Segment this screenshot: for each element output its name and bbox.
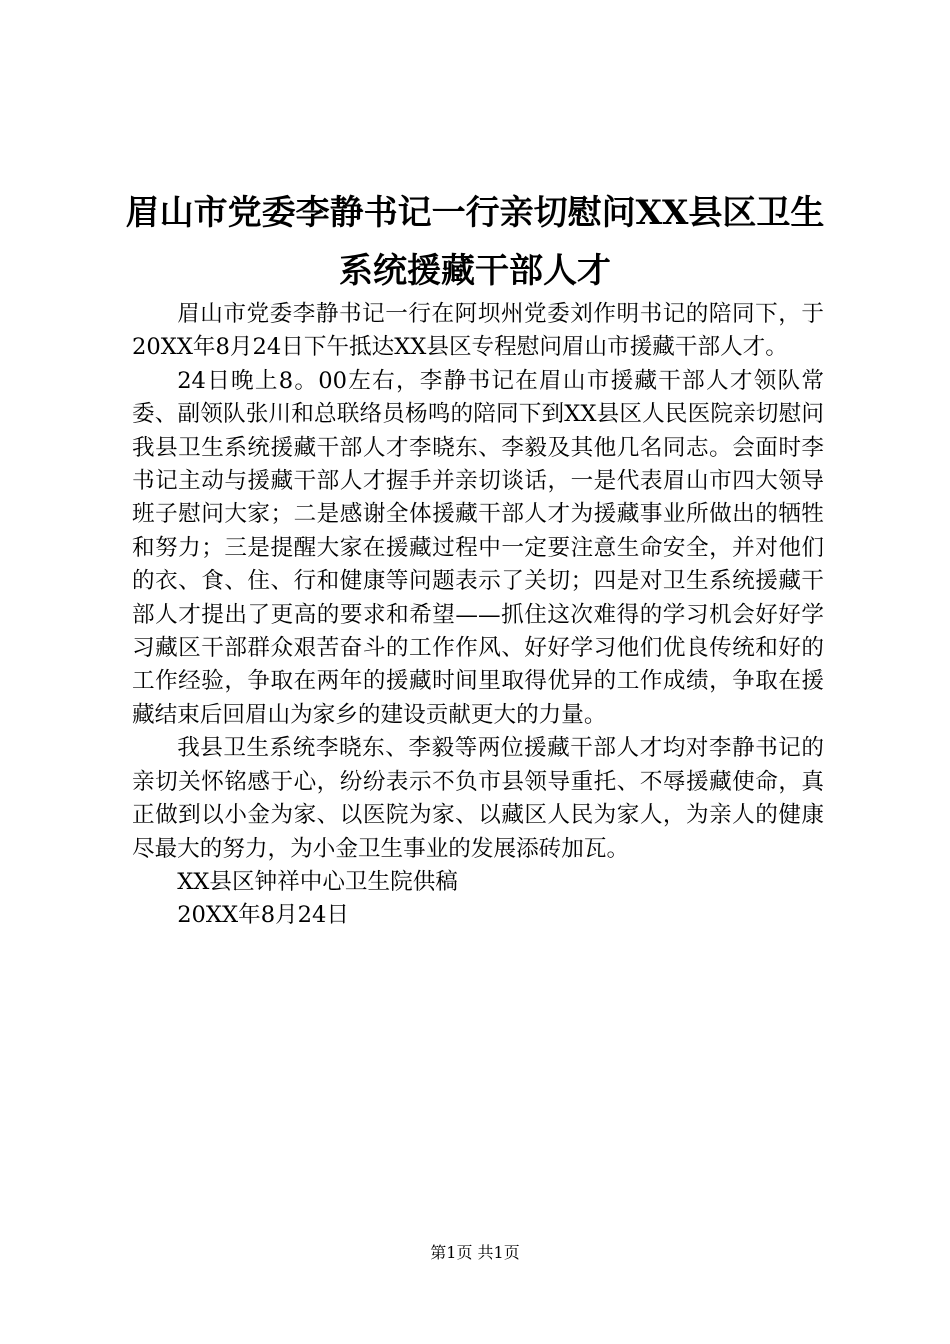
paragraph-response: 我县卫生系统李晓东、李毅等两位援藏干部人才均对李静书记的亲切关怀铭感于心，纷纷表示不负市县领导重托、不辱援藏使命，真正做到以小金为家、以医院为家、以藏区人民为家人，为亲人的健康尽最大的努力，为小金卫生事业的发展添砖加瓦。 bbox=[132, 735, 824, 862]
document-body bbox=[132, 298, 824, 933]
page-footer bbox=[0, 1242, 950, 1264]
page-total: 共1页 bbox=[477, 1243, 520, 1262]
page-number: 第1页 bbox=[430, 1243, 473, 1262]
document-title: 眉山市党委李静书记一行亲切慰问XX县区卫生系统援藏干部人才 bbox=[125, 193, 825, 291]
source-line: XX县区钟祥中心卫生院供稿 bbox=[177, 868, 458, 895]
paragraph-visit-details: 24日晚上8。00左右，李静书记在眉山市援藏干部人才领队常委、副领队张川和总联络员杨鸣的陪同下到XX县区人民医院亲切慰问我县卫生系统援藏干部人才李晓东、李毅及其他几名同志。会面时李书记主动与援藏干部人才握手并亲切谈话，一是代表眉山市四大领导班子慰问大家；二是感谢全体援藏干部人才为援藏事业所做出的牺牲和努力；三是提醒大家在援藏过程中一定要注意生命安全，并对他们的衣、食、住、行和健康等问题表示了关切；四是对卫生系统援藏干部人才提出了更高的要求和希望——抓住这次难得的学习机会好好学习藏区干部群众艰苦奋斗的工作作风、好好学习他们优良传统和好的工作经验，争取在两年的援藏时间里取得优异的工作成绩，争取在援藏结束后回眉山为家乡的建设贡献更大的力量。 bbox=[132, 367, 824, 728]
paragraph-intro: 眉山市党委李静书记一行在阿坝州党委刘作明书记的陪同下，于20XX年8月24日下午抵达XX县区专程慰问眉山市援藏干部人才。 bbox=[132, 301, 824, 361]
date-line: 20XX年8月24日 bbox=[177, 902, 350, 929]
